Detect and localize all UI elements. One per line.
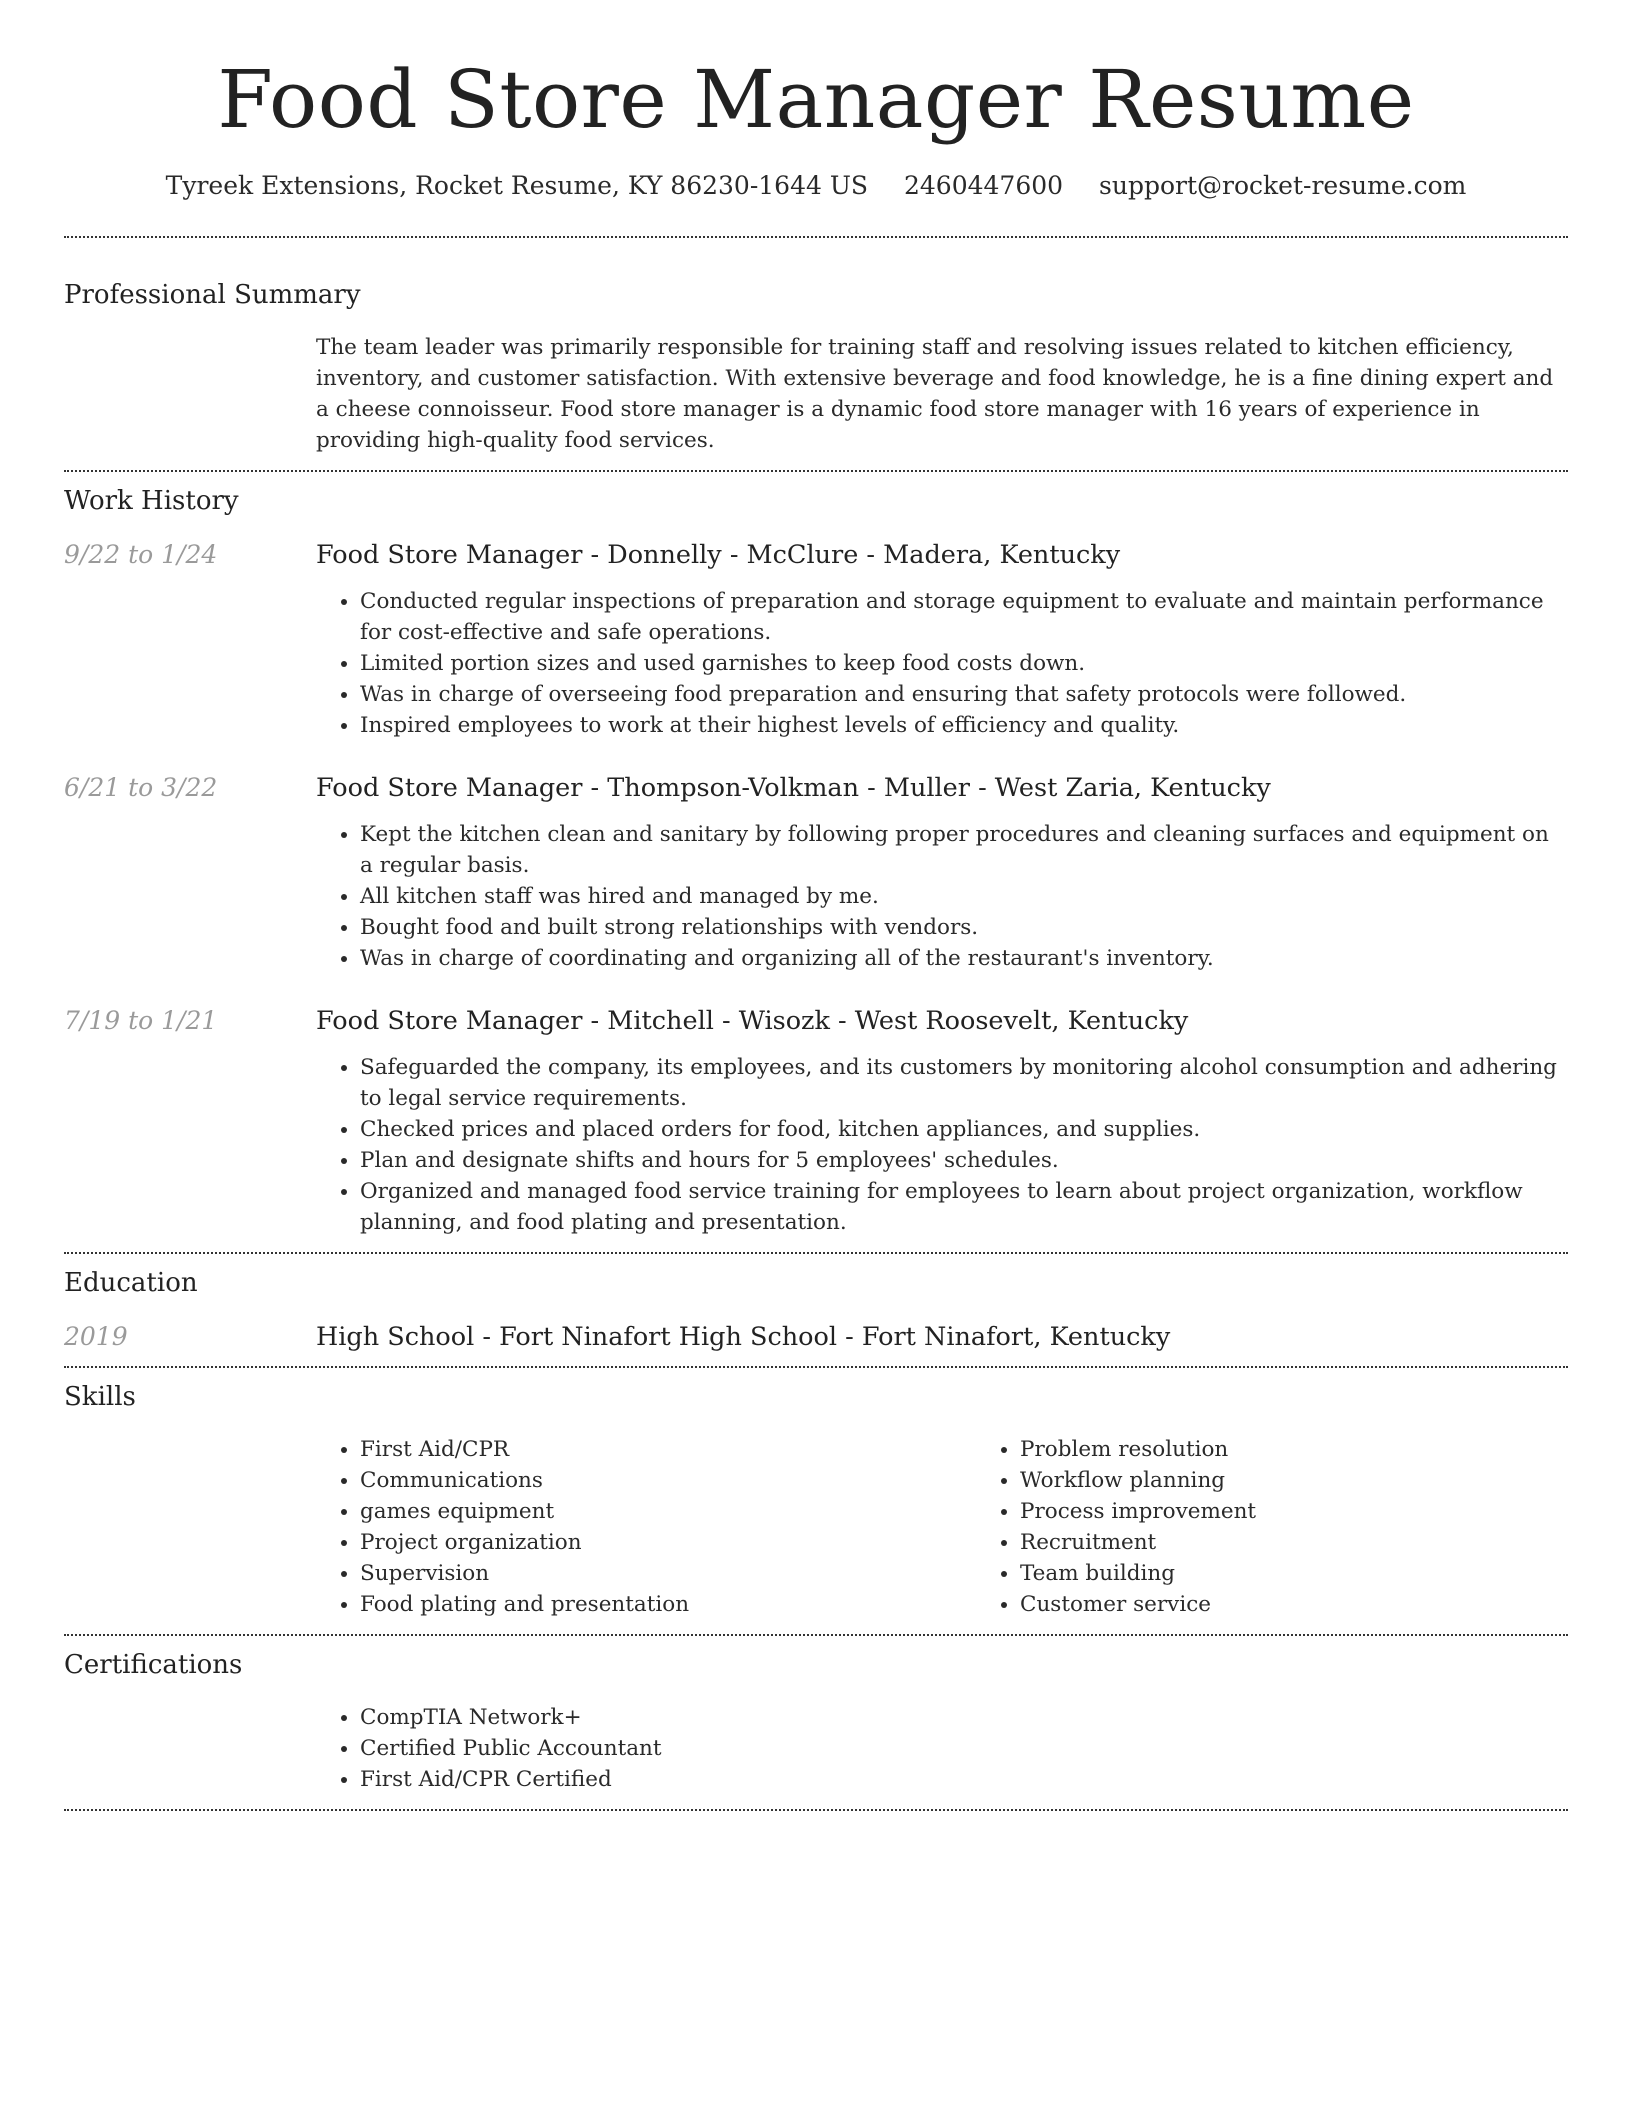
skills-list-left [316,1434,976,1620]
skill-item: • Problem resolution [1020,1434,1632,1465]
job-entry [64,1004,1568,1238]
divider [64,470,1568,472]
section-title-certifications: Certifications [64,1650,243,1680]
job-bullet: • Checked prices and placed orders for food, kitchen appliances, and supplies. [360,1114,1568,1145]
resume-header [64,0,1568,202]
education-entry [64,1320,1568,1354]
job-bullets [316,586,1568,741]
skill-item: • Communications [360,1465,976,1496]
job-bullet: • Kept the kitchen clean and sanitary by following proper procedures and cleaning surfaces and equipment on a regular basis. [360,819,1568,881]
education-degree: High School [316,1322,475,1352]
job-bullet: • Was in charge of coordinating and organizing all of the restaurant's inventory. [360,943,1568,974]
job-bullet: • Safeguarded the company, its employees, and its customers by monitoring alcohol consumption and adhering to legal service requirements. [360,1052,1568,1114]
certifications-spacer [64,1702,316,1795]
divider [64,1634,1568,1636]
certification-item: • CompTIA Network+ [360,1702,1568,1733]
summary-text: The team leader was primarily responsible for training staff and resolving issues related to kitchen efficiency, inventory, and customer satisfaction. With extensive beverage and food knowledge, he is a fine dining expert and a cheese connoisseur. Food store manager is a dynamic food store manager with 16 years of experience in providing high-quality food services. [316,335,1554,453]
job-bullet: • Limited portion sizes and used garnishes to keep food costs down. [360,648,1568,679]
contact-line [64,170,1568,202]
divider [64,236,1568,238]
skill-item: • First Aid/CPR [360,1434,976,1465]
skills-list-right [976,1434,1632,1620]
divider [64,1809,1568,1811]
job-entry [64,771,1568,974]
resume-title: Food Store Manager Resume [217,53,1415,146]
job-bullets [316,1052,1568,1238]
skills-row [64,1434,1568,1620]
skill-item: • Customer service [1020,1589,1632,1620]
skill-item: • Team building [1020,1558,1632,1589]
contact-phone: 2460447600 [904,171,1064,200]
skill-item: • games equipment [360,1496,976,1527]
job-dates: 6/21 to 3/22 [64,773,218,802]
skill-item: • Process improvement [1020,1496,1632,1527]
skill-item: • Recruitment [1020,1527,1632,1558]
contact-email: support@rocket-resume.com [1099,171,1467,200]
job-bullets [316,819,1568,974]
section-title-summary: Professional Summary [64,280,361,310]
skill-item: • Supervision [360,1558,976,1589]
job-bullet: • Conducted regular inspections of preparation and storage equipment to evaluate and maintain performance for cost-effective and safe operations. [360,586,1568,648]
job-bullet: • Inspired employees to work at their highest levels of efficiency and quality. [360,710,1568,741]
certification-item: • Certified Public Accountant [360,1733,1568,1764]
education-title [316,1320,1568,1354]
education-year: 2019 [64,1322,128,1351]
divider [64,1252,1568,1254]
skill-item: • Food plating and presentation [360,1589,976,1620]
job-entry [64,538,1568,741]
job-bullet: • Was in charge of overseeing food preparation and ensuring that safety protocols were followed. [360,679,1568,710]
contact-address: Tyreek Extensions, Rocket Resume, KY 86230-1644 US [165,171,869,200]
job-title: Food Store Manager - Mitchell - Wisozk - West Roosevelt, Kentucky [316,1006,1189,1036]
section-title-skills: Skills [64,1382,136,1412]
job-title: Food Store Manager - Donnelly - McClure - Madera, Kentucky [316,540,1121,570]
job-dates: 7/19 to 1/21 [64,1006,218,1035]
summary-row [64,332,1568,456]
skills-spacer [64,1434,316,1620]
job-bullet: • Bought food and built strong relationships with vendors. [360,912,1568,943]
job-title: Food Store Manager - Thompson-Volkman - Muller - West Zaria, Kentucky [316,773,1271,803]
section-title-education: Education [64,1268,198,1298]
certifications-row [64,1702,1568,1795]
job-dates: 9/22 to 1/24 [64,540,218,569]
skill-item: • Workflow planning [1020,1465,1632,1496]
section-title-work-history: Work History [64,486,239,516]
skill-item: • Project organization [360,1527,976,1558]
certification-item: • First Aid/CPR Certified [360,1764,1568,1795]
summary-spacer [64,332,316,456]
job-bullet: • Organized and managed food service training for employees to learn about project organization, workflow planning, and food plating and presentation. [360,1176,1568,1238]
divider [64,1366,1568,1368]
job-bullet: • All kitchen staff was hired and managed by me. [360,881,1568,912]
job-bullet: • Plan and designate shifts and hours for 5 employees' schedules. [360,1145,1568,1176]
education-details: - Fort Ninafort High School - Fort Ninafort, Kentucky [474,1322,1171,1352]
certifications-list [316,1702,1568,1795]
